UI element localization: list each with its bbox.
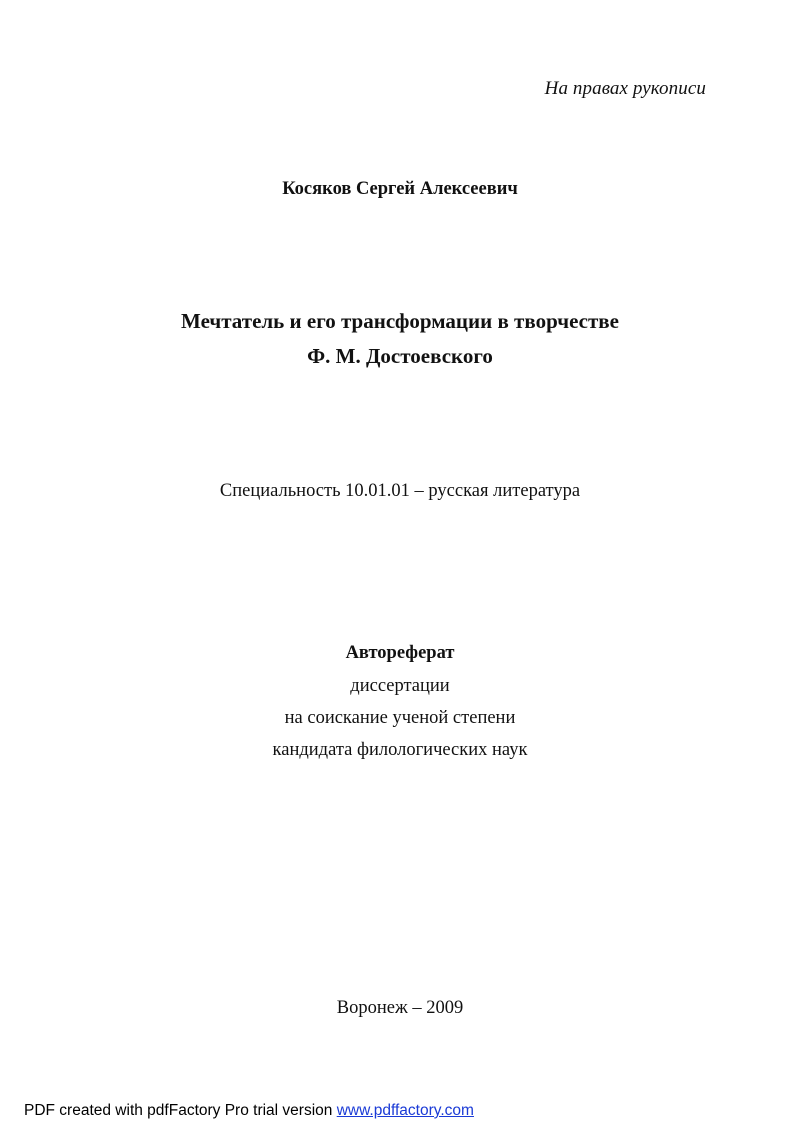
abstract-line-1: диссертации bbox=[350, 676, 450, 696]
pdffactory-link[interactable]: www.pdffactory.com bbox=[336, 1102, 474, 1119]
rights-notice: На правах рукописи bbox=[544, 78, 706, 99]
author-name: Косяков Сергей Алексеевич bbox=[282, 179, 518, 199]
abstract-line-3: кандидата филологических наук bbox=[272, 740, 528, 760]
pdf-watermark-footer bbox=[24, 1102, 474, 1120]
specialty-line: Специальность 10.01.01 – русская литература bbox=[219, 481, 581, 501]
abstract-line-2: на соискание ученой степени bbox=[284, 708, 516, 728]
dissertation-title-line-2: Ф. М. Достоевского bbox=[307, 344, 493, 368]
abstract-label: Автореферат bbox=[345, 643, 455, 663]
dissertation-title-line-1: Мечтатель и его трансформации в творчестве bbox=[181, 309, 619, 333]
footer-text: PDF created with pdfFactory Pro trial version bbox=[24, 1102, 337, 1119]
place-and-year: Воронеж – 2009 bbox=[336, 998, 464, 1018]
